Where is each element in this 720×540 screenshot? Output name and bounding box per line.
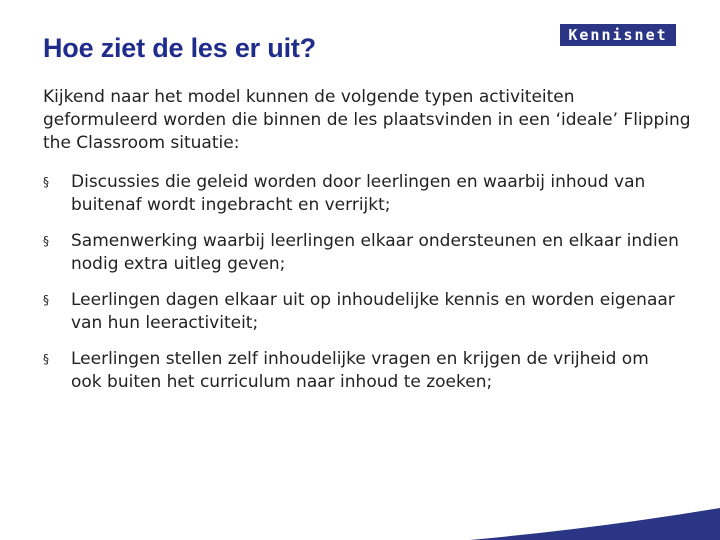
bullet-icon: §: [43, 352, 49, 366]
list-item-text: Leerlingen stellen zelf inhoudelijke vragen en krijgen de vrijheid om ook buiten het curriculum naar inhoud te zoeken;: [71, 349, 649, 392]
list-item: [43, 171, 683, 217]
bullet-icon: §: [43, 293, 49, 307]
bullet-icon: §: [43, 234, 49, 248]
list-item: [43, 230, 683, 276]
kennisnet-logo: Kennisnet: [560, 24, 676, 46]
footer-swoosh: [0, 500, 720, 540]
list-item-text: Discussies die geleid worden door leerlingen en waarbij inhoud van buitenaf wordt ingebracht en verrijkt;: [71, 172, 646, 215]
activity-bullet-list: [43, 171, 683, 407]
slide-title: Hoe ziet de les er uit?: [43, 33, 316, 63]
list-item: [43, 289, 683, 335]
list-item-text: Leerlingen dagen elkaar uit op inhoudelijke kennis en worden eigenaar van hun leeractiviteit;: [71, 290, 675, 333]
list-item-text: Samenwerking waarbij leerlingen elkaar ondersteunen en elkaar indien nodig extra uitleg geven;: [71, 231, 679, 274]
swoosh-shape: [470, 508, 720, 540]
list-item: [43, 348, 683, 394]
bullet-icon: §: [43, 175, 49, 189]
intro-paragraph: Kijkend naar het model kunnen de volgende typen activiteiten geformuleerd worden die binnen de les plaatsvinden in een ‘ideale’ Flipping the Classroom situatie:: [43, 87, 691, 153]
